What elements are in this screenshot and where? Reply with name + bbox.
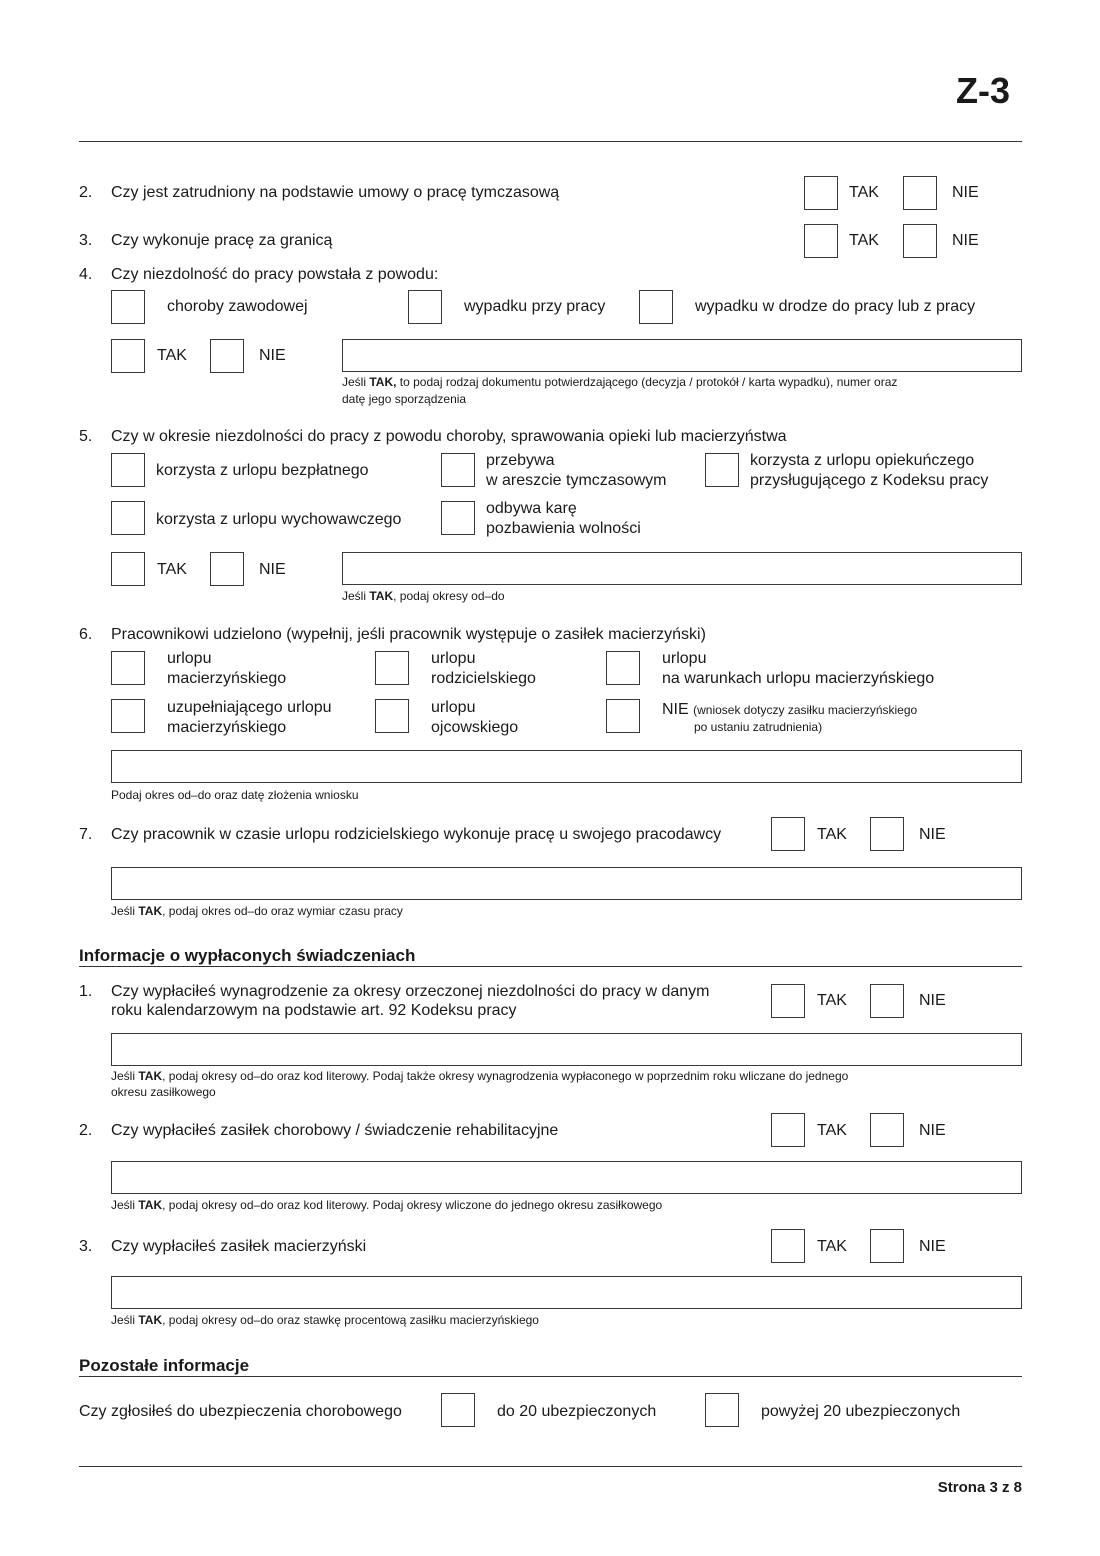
- b1-hint: Jeśli TAK, podaj okresy od–do oraz kod literowy. Podaj także okresy wynagrodzenia wypłaconego w poprzednim roku wliczane do jednego: [111, 1069, 849, 1083]
- q5-opt-parental-leave-checkbox[interactable]: [111, 501, 145, 535]
- b3-text: Czy wypłaciłeś zasiłek macierzyński: [111, 1238, 367, 1255]
- other-question-text: Czy zgłosiłeś do ubezpieczenia chorobowego: [79, 1403, 402, 1420]
- q3-text: Czy wykonuje pracę za granicą: [111, 232, 333, 249]
- q7-text: Czy pracownik w czasie urlopu rodzicielskiego wykonuje pracę u swojego pracodawcy: [111, 826, 722, 843]
- section-other-divider: [79, 1376, 1022, 1377]
- q2-text: Czy jest zatrudniony na podstawie umowy o pracę tymczasową: [111, 184, 560, 201]
- q6-opt-no-note: po ustaniu zatrudnienia): [694, 720, 823, 734]
- q4-yes-label: TAK: [157, 347, 187, 364]
- other-up-to-20-label: do 20 ubezpieczonych: [497, 1403, 657, 1420]
- q4-hint: Jeśli TAK, to podaj rodzaj dokumentu potwierdzającego (decyzja / protokół / karta wypadku), numer oraz: [342, 375, 898, 389]
- b2-no-checkbox[interactable]: [870, 1113, 904, 1147]
- b3-yes-checkbox[interactable]: [771, 1229, 805, 1263]
- q6-opt-maternity-checkbox[interactable]: [111, 651, 145, 685]
- q5-opt-imprisonment-label-2: pozbawienia wolności: [486, 520, 641, 537]
- section-benefits-divider: [79, 966, 1022, 967]
- b3-number: 3.: [79, 1238, 93, 1255]
- q5-opt-detention-label-2: w areszcie tymczasowym: [486, 472, 667, 489]
- q3-number: 3.: [79, 232, 93, 249]
- q6-opt-supplementary-label-1: uzupełniającego urlopu: [167, 699, 332, 716]
- q5-opt-care-leave-label-2: przysługującego z Kodeksu pracy: [750, 472, 989, 489]
- q6-opt-paternity-checkbox[interactable]: [375, 699, 409, 733]
- q7-period-field[interactable]: [111, 867, 1022, 900]
- q4-document-field[interactable]: [342, 339, 1022, 372]
- q4-yes-checkbox[interactable]: [111, 339, 145, 373]
- b3-no-label: NIE: [919, 1238, 946, 1255]
- q2-no-checkbox[interactable]: [903, 176, 937, 210]
- q7-yes-label: TAK: [817, 826, 847, 843]
- b1-yes-checkbox[interactable]: [771, 984, 805, 1018]
- q2-yes-checkbox[interactable]: [804, 176, 838, 210]
- other-up-to-20-checkbox[interactable]: [441, 1393, 475, 1427]
- q5-no-checkbox[interactable]: [210, 552, 244, 586]
- q4-opt-work-accident-label: wypadku przy pracy: [464, 298, 606, 315]
- b1-no-checkbox[interactable]: [870, 984, 904, 1018]
- q3-yes-checkbox[interactable]: [804, 224, 838, 258]
- q3-no-label: NIE: [952, 232, 979, 249]
- q5-number: 5.: [79, 428, 93, 445]
- b1-periods-field[interactable]: [111, 1033, 1022, 1066]
- b1-hint-line2: okresu zasiłkowego: [111, 1085, 216, 1099]
- q5-opt-care-leave-label-1: korzysta z urlopu opiekuńczego: [750, 452, 975, 469]
- q5-opt-detention-label-1: przebywa: [486, 452, 555, 469]
- q6-opt-parental-label-2: rodzicielskiego: [431, 670, 536, 687]
- b2-text: Czy wypłaciłeś zasiłek chorobowy / świadczenie rehabilitacyjne: [111, 1122, 559, 1139]
- q7-no-checkbox[interactable]: [870, 817, 904, 851]
- q6-period-field[interactable]: [111, 750, 1022, 783]
- b3-yes-label: TAK: [817, 1238, 847, 1255]
- form-code: Z-3: [956, 70, 1010, 111]
- q6-opt-paternity-label-1: urlopu: [431, 699, 476, 716]
- q6-opt-maternity-terms-label-1: urlopu: [662, 650, 707, 667]
- q2-yes-label: TAK: [849, 184, 879, 201]
- b1-text-line1: Czy wypłaciłeś wynagrodzenie za okresy orzeczonej niezdolności do pracy w danym: [111, 983, 710, 1000]
- q6-opt-supplementary-checkbox[interactable]: [111, 699, 145, 733]
- q5-opt-unpaid-leave-checkbox[interactable]: [111, 453, 145, 487]
- q6-opt-maternity-label-1: urlopu: [167, 650, 212, 667]
- q5-text: Czy w okresie niezdolności do pracy z powodu choroby, sprawowania opieki lub macierzyństwa: [111, 428, 787, 445]
- q6-number: 6.: [79, 626, 93, 643]
- q5-opt-detention-checkbox[interactable]: [441, 453, 475, 487]
- b2-yes-checkbox[interactable]: [771, 1113, 805, 1147]
- q6-opt-no-label: NIE (wniosek dotyczy zasiłku macierzyńskiego: [662, 701, 918, 718]
- q7-hint: Jeśli TAK, podaj okres od–do oraz wymiar czasu pracy: [111, 904, 403, 918]
- q6-text: Pracownikowi udzielono (wypełnij, jeśli pracownik występuje o zasiłek macierzyński): [111, 626, 706, 643]
- q6-opt-paternity-label-2: ojcowskiego: [431, 719, 519, 736]
- q5-opt-unpaid-leave-label: korzysta z urlopu bezpłatnego: [156, 462, 369, 479]
- b2-number: 2.: [79, 1122, 93, 1139]
- b1-no-label: NIE: [919, 992, 946, 1009]
- q4-opt-commute-accident-checkbox[interactable]: [639, 290, 673, 324]
- q5-periods-field[interactable]: [342, 552, 1022, 585]
- b2-yes-label: TAK: [817, 1122, 847, 1139]
- q5-hint: Jeśli TAK, podaj okresy od–do: [342, 589, 505, 603]
- q2-no-label: NIE: [952, 184, 979, 201]
- q6-opt-parental-checkbox[interactable]: [375, 651, 409, 685]
- q4-hint-line2: datę jego sporządzenia: [342, 392, 467, 406]
- q4-text: Czy niezdolność do pracy powstała z powodu:: [111, 266, 439, 283]
- q5-opt-imprisonment-label-1: odbywa karę: [486, 500, 577, 517]
- q6-opt-supplementary-label-2: macierzyńskiego: [167, 719, 287, 736]
- q2-number: 2.: [79, 184, 93, 201]
- q5-yes-label: TAK: [157, 561, 187, 578]
- b2-hint: Jeśli TAK, podaj okresy od–do oraz kod literowy. Podaj okresy wliczone do jednego okresu zasiłkowego: [111, 1198, 663, 1212]
- q3-no-checkbox[interactable]: [903, 224, 937, 258]
- q4-opt-work-accident-checkbox[interactable]: [408, 290, 442, 324]
- b1-number: 1.: [79, 983, 93, 1000]
- b3-periods-field[interactable]: [111, 1276, 1022, 1309]
- b2-periods-field[interactable]: [111, 1161, 1022, 1194]
- page-number: Strona 3 z 8: [937, 1479, 1022, 1496]
- section-other-title: Pozostałe informacje: [79, 1356, 250, 1375]
- q4-number: 4.: [79, 266, 93, 283]
- section-benefits-title: Informacje o wypłaconych świadczeniach: [79, 946, 416, 965]
- q6-opt-no-checkbox[interactable]: [606, 699, 640, 733]
- q7-no-label: NIE: [919, 826, 946, 843]
- other-over-20-checkbox[interactable]: [705, 1393, 739, 1427]
- q6-opt-maternity-terms-label-2: na warunkach urlopu macierzyńskiego: [662, 670, 935, 687]
- q5-opt-imprisonment-checkbox[interactable]: [441, 501, 475, 535]
- q5-opt-care-leave-checkbox[interactable]: [705, 453, 739, 487]
- header-divider: [79, 141, 1022, 142]
- q5-no-label: NIE: [259, 561, 286, 578]
- q7-number: 7.: [79, 826, 93, 843]
- b3-no-checkbox[interactable]: [870, 1229, 904, 1263]
- q4-opt-commute-accident-label: wypadku w drodze do pracy lub z pracy: [695, 298, 976, 315]
- q4-no-label: NIE: [259, 347, 286, 364]
- q4-opt-occupational-disease-checkbox[interactable]: [111, 290, 145, 324]
- q6-opt-parental-label-1: urlopu: [431, 650, 476, 667]
- q4-opt-occupational-disease-label: choroby zawodowej: [167, 298, 308, 315]
- q6-hint: Podaj okres od–do oraz datę złożenia wniosku: [111, 788, 359, 802]
- q5-yes-checkbox[interactable]: [111, 552, 145, 586]
- q7-yes-checkbox[interactable]: [771, 817, 805, 851]
- other-over-20-label: powyżej 20 ubezpieczonych: [761, 1403, 961, 1420]
- b2-no-label: NIE: [919, 1122, 946, 1139]
- b1-yes-label: TAK: [817, 992, 847, 1009]
- q4-no-checkbox[interactable]: [210, 339, 244, 373]
- q3-yes-label: TAK: [849, 232, 879, 249]
- q6-opt-maternity-label-2: macierzyńskiego: [167, 670, 287, 687]
- b1-text-line2: roku kalendarzowym na podstawie art. 92 Kodeksu pracy: [111, 1002, 517, 1019]
- q5-opt-parental-leave-label: korzysta z urlopu wychowawczego: [156, 511, 402, 528]
- footer-divider: [79, 1466, 1022, 1467]
- b3-hint: Jeśli TAK, podaj okresy od–do oraz stawkę procentową zasiłku macierzyńskiego: [111, 1313, 539, 1327]
- q6-opt-maternity-terms-checkbox[interactable]: [606, 651, 640, 685]
